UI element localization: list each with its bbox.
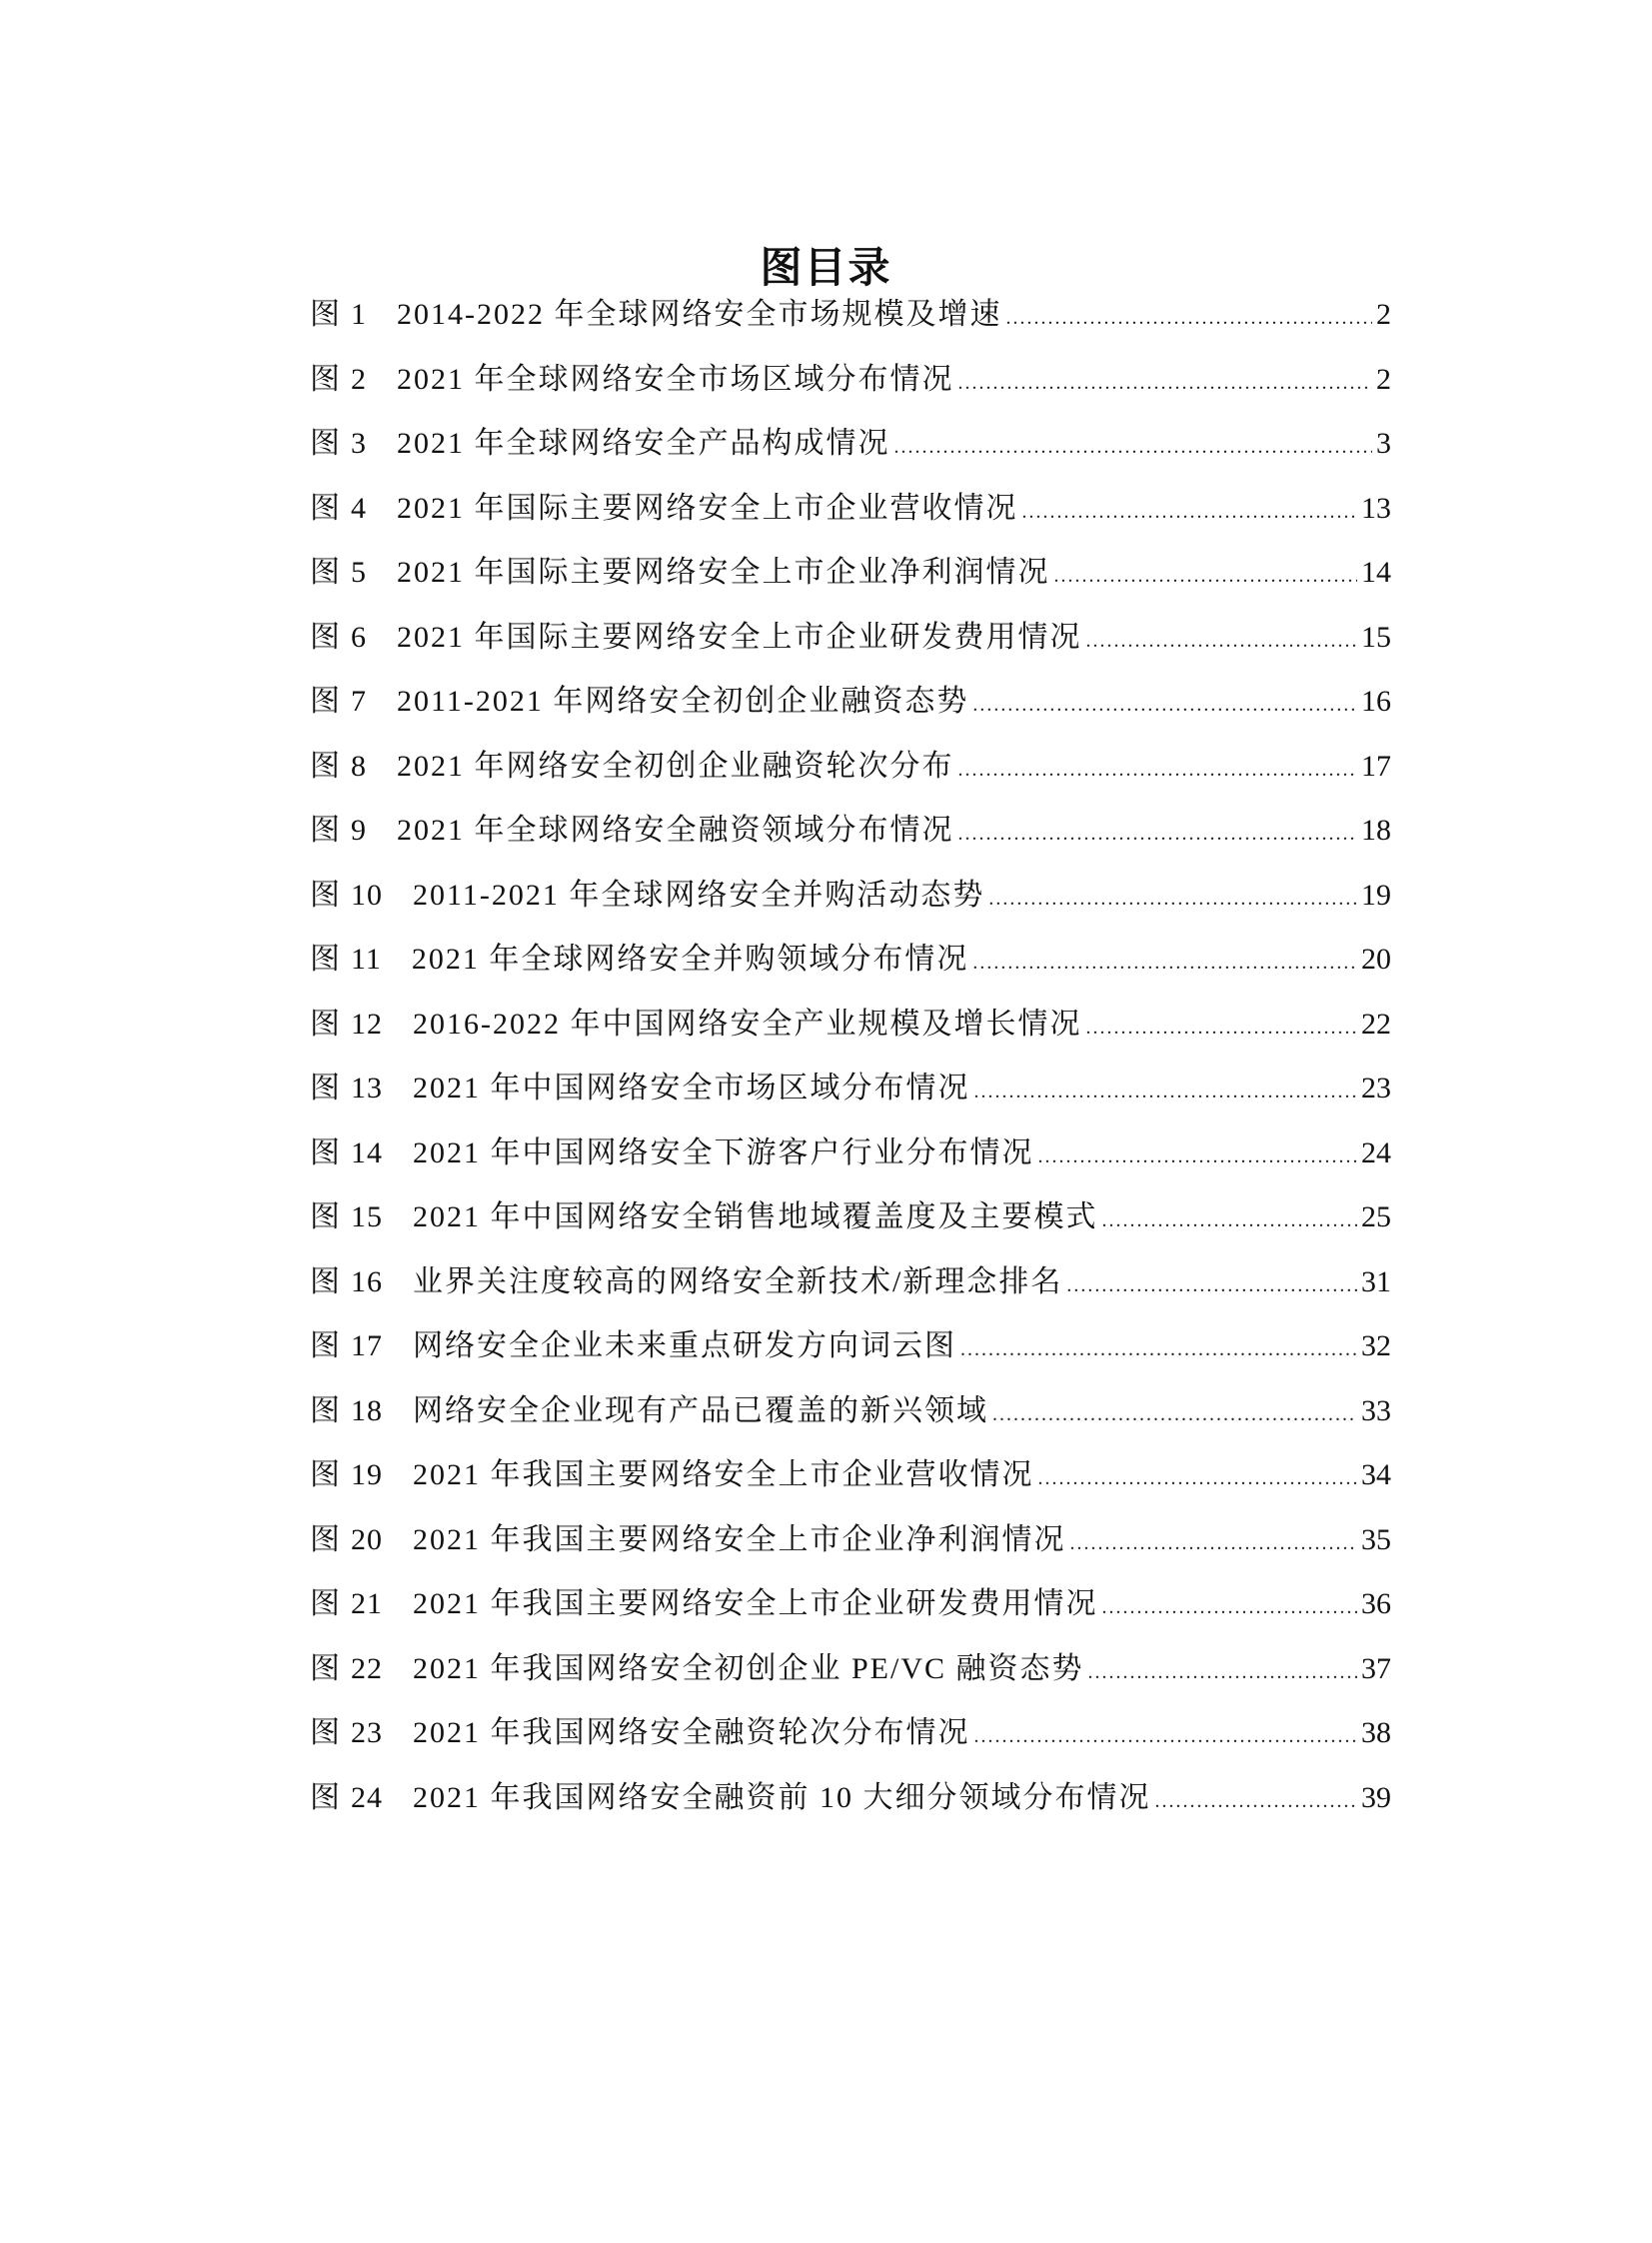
dot-leader: [988, 874, 1357, 924]
page-number: 17: [1361, 749, 1391, 783]
dot-leader: [1038, 1131, 1358, 1181]
figure-label: 图 3: [310, 427, 367, 460]
page-number: 18: [1361, 814, 1391, 847]
dot-leader: [1038, 1453, 1358, 1503]
figure-title: 2021 年我国主要网络安全上市企业营收情况: [413, 1458, 1034, 1491]
toc-entry-2[interactable]: [310, 355, 1391, 420]
toc-entry-5[interactable]: [310, 548, 1391, 613]
figure-label: 图 19: [310, 1458, 383, 1491]
dot-leader: [1066, 1260, 1357, 1310]
dot-leader: [1086, 1003, 1358, 1053]
page-number: 35: [1361, 1522, 1391, 1556]
figure-title: 2021 年中国网络安全市场区域分布情况: [413, 1072, 970, 1105]
figure-label: 图 21: [310, 1587, 383, 1620]
dot-leader: [958, 745, 1358, 795]
figure-label: 图 8: [310, 749, 367, 783]
figure-title: 2014-2022 年全球网络安全市场规模及增速: [397, 298, 1002, 331]
page-number: 22: [1361, 1007, 1391, 1041]
toc-entry-18[interactable]: [310, 1386, 1391, 1451]
toc-entry-15[interactable]: [310, 1192, 1391, 1257]
figure-title: 2021 年全球网络安全融资领域分布情况: [397, 814, 954, 847]
figure-label: 图 5: [310, 556, 367, 589]
figure-label: 图 9: [310, 814, 367, 847]
dot-leader: [1006, 293, 1373, 343]
dot-leader: [1070, 1518, 1358, 1568]
figure-label: 图 18: [310, 1393, 383, 1427]
figure-title: 2021 年中国网络安全下游客户行业分布情况: [413, 1135, 1034, 1169]
figure-title: 业界关注度较高的网络安全新技术/新理念排名: [413, 1264, 1063, 1298]
page-number: 32: [1361, 1329, 1391, 1362]
figure-label: 图 2: [310, 362, 367, 396]
dot-leader: [1088, 1647, 1357, 1697]
toc-entry-8[interactable]: [310, 742, 1391, 807]
figure-label: 图 1: [310, 298, 367, 331]
figure-title: 2021 年国际主要网络安全上市企业营收情况: [397, 491, 1018, 525]
figure-label: 图 12: [310, 1007, 383, 1041]
toc-entry-11[interactable]: [310, 935, 1391, 1000]
page-number: 15: [1361, 620, 1391, 654]
figure-title: 2021 年我国网络安全融资前 10 大细分领域分布情况: [413, 1780, 1151, 1814]
toc-entry-14[interactable]: [310, 1128, 1391, 1193]
dot-leader: [974, 1067, 1358, 1117]
figure-label: 图 20: [310, 1522, 383, 1556]
figure-title: 2021 年我国主要网络安全上市企业净利润情况: [413, 1522, 1066, 1556]
page-number: 31: [1361, 1264, 1391, 1298]
figure-title: 网络安全企业未来重点研发方向词云图: [413, 1329, 956, 1362]
page-number: 2: [1376, 298, 1391, 331]
toc-entry-20[interactable]: [310, 1515, 1391, 1580]
page-number: 39: [1361, 1780, 1391, 1814]
dot-leader: [972, 680, 1357, 730]
page-title: 图目录: [760, 243, 892, 293]
toc-entry-3[interactable]: [310, 419, 1391, 484]
figure-title: 2011-2021 年网络安全初创企业融资态势: [397, 685, 969, 718]
figure-title: 2021 年国际主要网络安全上市企业研发费用情况: [397, 620, 1082, 654]
toc-entry-21[interactable]: [310, 1579, 1391, 1644]
figure-title: 2021 年全球网络安全并购领域分布情况: [411, 943, 969, 976]
figure-title: 2021 年全球网络安全产品构成情况: [397, 427, 890, 460]
toc-entry-7[interactable]: [310, 677, 1391, 742]
figure-title: 2021 年我国网络安全融资轮次分布情况: [413, 1716, 970, 1749]
page-number: 37: [1361, 1651, 1391, 1685]
figure-label: 图 15: [310, 1200, 383, 1233]
page-number: 16: [1361, 685, 1391, 718]
toc-entry-10[interactable]: [310, 871, 1391, 936]
figure-label: 图 7: [310, 685, 367, 718]
dot-leader: [894, 422, 1373, 472]
figure-title: 网络安全企业现有产品已覆盖的新兴领域: [413, 1393, 988, 1427]
figure-title: 2021 年我国网络安全初创企业 PE/VC 融资态势: [413, 1651, 1084, 1685]
figure-label: 图 10: [310, 878, 383, 912]
figure-title: 2011-2021 年全球网络安全并购活动态势: [413, 878, 985, 912]
figure-title: 2021 年全球网络安全市场区域分布情况: [397, 362, 954, 396]
dot-leader: [1022, 487, 1358, 537]
dot-leader: [958, 809, 1358, 859]
dot-leader: [1155, 1776, 1358, 1826]
figure-label: 图 13: [310, 1072, 383, 1105]
dot-leader: [992, 1389, 1357, 1439]
dot-leader: [972, 938, 1357, 988]
page-number: 36: [1361, 1587, 1391, 1620]
page-number: 34: [1361, 1458, 1391, 1491]
figure-label: 图 17: [310, 1329, 383, 1362]
toc-entry-17[interactable]: [310, 1321, 1391, 1386]
toc-entry-4[interactable]: [310, 484, 1391, 549]
toc-entry-23[interactable]: [310, 1708, 1391, 1773]
toc-entry-1[interactable]: [310, 290, 1391, 355]
figure-label: 图 24: [310, 1780, 383, 1814]
page-number: 14: [1361, 556, 1391, 589]
page-number: 38: [1361, 1716, 1391, 1749]
dot-leader: [1102, 1195, 1358, 1245]
page-number: 2: [1376, 362, 1391, 396]
dot-leader: [974, 1711, 1358, 1761]
toc-entry-12[interactable]: [310, 1000, 1391, 1065]
figure-title: 2021 年中国网络安全销售地域覆盖度及主要模式: [413, 1200, 1098, 1233]
toc-entry-24[interactable]: [310, 1773, 1391, 1838]
dot-leader: [1054, 551, 1358, 601]
figure-label: 图 6: [310, 620, 367, 654]
page-number: 23: [1361, 1072, 1391, 1105]
figure-list: [310, 290, 1391, 1837]
dot-leader: [1086, 616, 1358, 666]
dot-leader: [960, 1324, 1357, 1374]
figure-label: 图 14: [310, 1135, 383, 1169]
dot-leader: [1102, 1582, 1358, 1632]
page-number: 24: [1361, 1135, 1391, 1169]
page-number: 19: [1361, 878, 1391, 912]
figure-label: 图 4: [310, 491, 367, 525]
page-number: 33: [1361, 1393, 1391, 1427]
figure-title: 2021 年国际主要网络安全上市企业净利润情况: [397, 556, 1050, 589]
toc-entry-9[interactable]: [310, 806, 1391, 871]
page-number: 20: [1361, 943, 1391, 976]
dot-leader: [958, 358, 1373, 408]
toc-entry-13[interactable]: [310, 1064, 1391, 1128]
figure-label: 图 22: [310, 1651, 383, 1685]
toc-entry-22[interactable]: [310, 1644, 1391, 1709]
figure-title: 2021 年我国主要网络安全上市企业研发费用情况: [413, 1587, 1098, 1620]
toc-entry-19[interactable]: [310, 1450, 1391, 1515]
page-number: 3: [1376, 427, 1391, 460]
toc-entry-6[interactable]: [310, 613, 1391, 678]
figure-label: 图 11: [310, 943, 382, 976]
toc-entry-16[interactable]: [310, 1257, 1391, 1322]
figure-title: 2016-2022 年中国网络安全产业规模及增长情况: [413, 1007, 1082, 1041]
figure-label: 图 16: [310, 1264, 383, 1298]
page-number: 25: [1361, 1200, 1391, 1233]
figure-label: 图 23: [310, 1716, 383, 1749]
figure-title: 2021 年网络安全初创企业融资轮次分布: [397, 749, 954, 783]
page-number: 13: [1361, 491, 1391, 525]
